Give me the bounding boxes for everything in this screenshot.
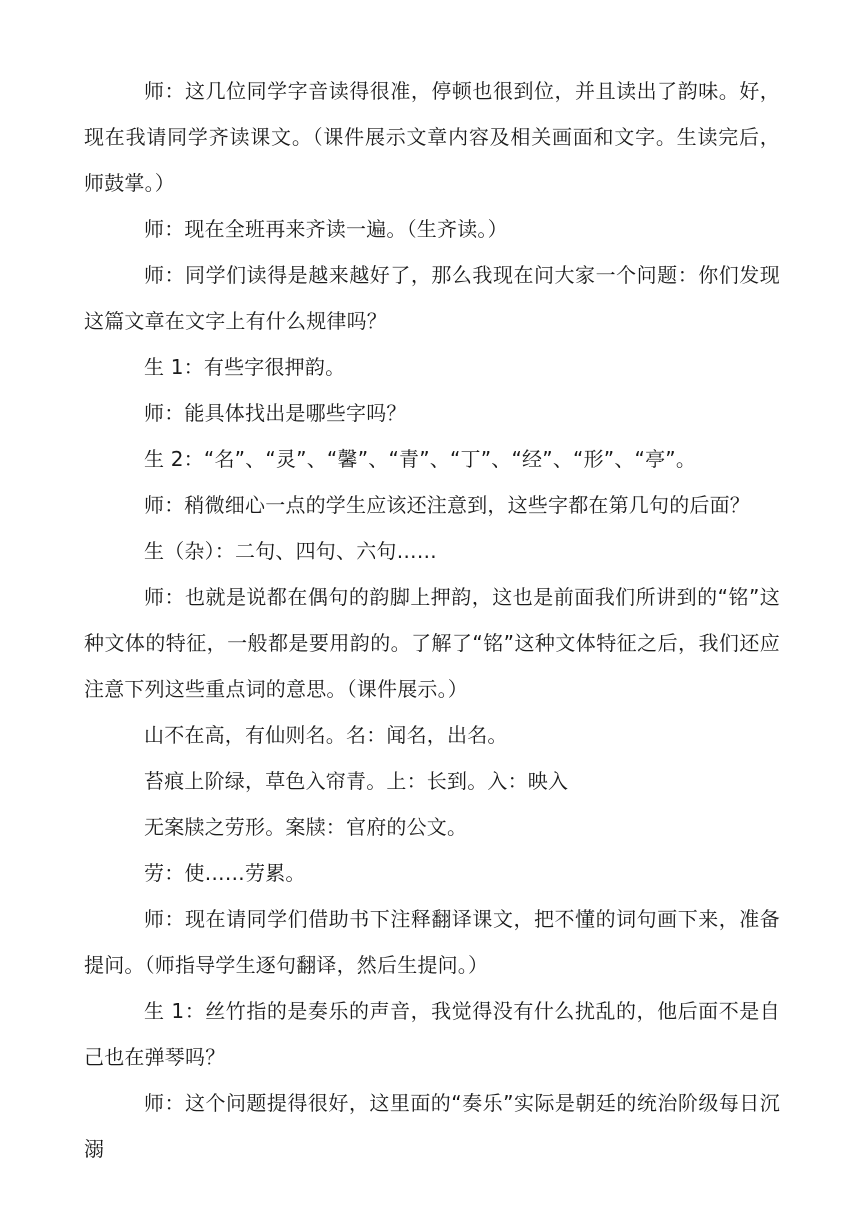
paragraph-2: 师：现在全班再来齐读一遍。（生齐读。）	[144, 217, 508, 241]
paragraph-9: 师：也就是说都在偶句的韵脚上押韵，这也是前面我们所讲到的“铭”这种文体的特征，一般都是要用韵的。了解了“铭”这种文体特征之后，我们还应注意下列这些重点词的意思。（课件展示。）	[84, 585, 780, 701]
paragraph-15: 生 1：丝竹指的是奏乐的声音，我觉得没有什么扰乱的，他后面不是自己也在弹琴吗？	[84, 999, 780, 1069]
paragraph-13: 劳：使……劳累。	[144, 861, 306, 885]
paragraph-16: 师：这个问题提得很好，这里面的“奏乐”实际是朝廷的统治阶级每日沉溺	[84, 1091, 780, 1161]
paragraph-12: 无案牍之劳形。案牍：官府的公文。	[144, 815, 468, 839]
document-page	[84, 68, 780, 1172]
paragraph-10: 山不在高，有仙则名。名：闻名，出名。	[144, 723, 508, 747]
paragraph-4: 生 1：有些字很押韵。	[144, 355, 346, 379]
paragraph-5: 师：能具体找出是哪些字吗？	[144, 401, 407, 425]
paragraph-14: 师：现在请同学们借助书下注释翻译课文，把不懂的词句画下来，准备提问。（师指导学生逐句翻译，然后生提问。）	[84, 907, 780, 977]
paragraph-6: 生 2：“名”、“灵”、“馨”、“青”、“丁”、“经”、“形”、“亭”。	[144, 447, 697, 471]
paragraph-11: 苔痕上阶绿，草色入帘青。上：长到。入：映入	[144, 769, 569, 793]
paragraph-8: 生（杂）：二句、四句、六句……	[144, 539, 437, 563]
paragraph-3: 师：同学们读得是越来越好了，那么我现在问大家一个问题：你们发现这篇文章在文字上有什么规律吗？	[84, 263, 780, 333]
paragraph-7: 师：稍微细心一点的学生应该还注意到，这些字都在第几句的后面？	[144, 493, 750, 517]
paragraph-1: 师：这几位同学字音读得很准，停顿也很到位，并且读出了韵味。好，现在我请同学齐读课文。（课件展示文章内容及相关画面和文字。生读完后，师鼓掌。）	[84, 79, 780, 195]
